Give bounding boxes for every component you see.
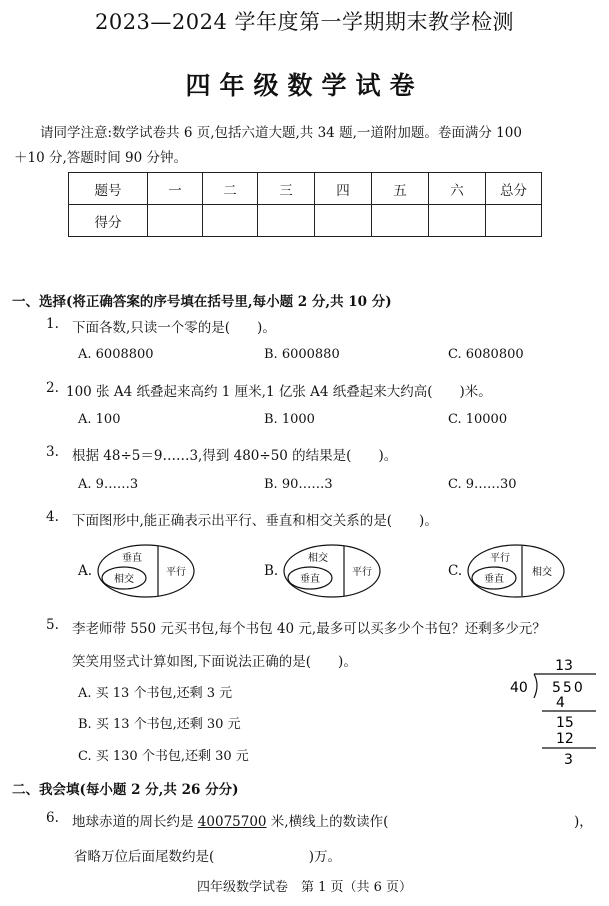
q1-option-b: B. 6000880 — [264, 347, 340, 362]
score-cell: 得分 — [69, 205, 148, 237]
q6-text-pre: 地球赤道的周长约是 — [72, 814, 198, 830]
q3-option-a: A. 9……3 — [78, 477, 139, 492]
score-cell — [148, 205, 203, 237]
q2-number: 2. — [46, 380, 59, 396]
division-remainder: 3 — [564, 752, 573, 768]
q1-text: 下面各数,只读一个零的是( )。 — [72, 320, 276, 336]
q2-text: 100 张 A4 纸叠起来高约 1 厘米,1 亿张 A4 纸叠起来大约高( )米。 — [66, 384, 492, 400]
score-table — [68, 172, 542, 237]
division-divisor: 40 — [510, 680, 528, 696]
score-cell — [315, 205, 372, 237]
q4-option-a-letter: A. — [78, 563, 93, 579]
q4-option-c-diagram — [466, 542, 566, 600]
q4a-label-inner: 相交 — [114, 574, 134, 585]
score-cell: 一 — [148, 173, 203, 205]
page-title: 四年级数学试卷 — [185, 71, 424, 100]
q2-option-a: A. 100 — [78, 412, 121, 427]
score-cell — [203, 205, 258, 237]
q5-number: 5. — [46, 617, 59, 633]
score-cell — [258, 205, 315, 237]
notice-line-2: ＋10 分,答题时间 90 分钟。 — [14, 150, 188, 166]
score-cell: 六 — [429, 173, 486, 205]
q4-option-a-diagram — [96, 542, 196, 600]
score-cell — [372, 205, 429, 237]
q4-option-b-diagram — [282, 542, 382, 600]
division-step-2: 15 — [556, 715, 574, 731]
q3-number: 3. — [46, 444, 59, 460]
q4-text: 下面图形中,能正确表示出平行、垂直和相交关系的是( )。 — [72, 513, 438, 529]
score-cell — [429, 205, 486, 237]
division-step-3: 12 — [556, 731, 574, 747]
q4c-label-right: 相交 — [532, 567, 552, 578]
q4c-label-top: 平行 — [490, 553, 510, 564]
long-division-diagram — [506, 652, 606, 770]
q3-option-c: C. 9……30 — [448, 477, 517, 492]
notice-line-1: 请同学注意:数学试卷共 6 页,包括六道大题,共 34 题,一道附加题。卷面满分 100 — [40, 125, 522, 141]
q5-option-c: C. 买 130 个书包,还剩 30 元 — [78, 749, 249, 764]
q3-text: 根据 48÷5＝9……3,得到 480÷50 的结果是( )。 — [72, 448, 398, 464]
q5-text-line-2: 笑笑用竖式计算如图,下面说法正确的是( )。 — [72, 654, 357, 670]
score-cell: 四 — [315, 173, 372, 205]
page-footer: 四年级数学试卷 第 1 页（共 6 页） — [196, 880, 413, 895]
q1-number: 1. — [46, 316, 59, 332]
q4c-label-inner: 垂直 — [484, 574, 504, 585]
q2-option-c: C. 10000 — [448, 412, 508, 427]
q4b-label-top: 相交 — [308, 553, 328, 564]
q5-text-line-1: 李老师带 550 元买书包,每个书包 40 元,最多可以买多少个书包？还剩多少元？ — [72, 621, 546, 637]
q6-text-post: 米,横线上的数读作( — [266, 814, 389, 830]
q1-option-c: C. 6080800 — [448, 347, 524, 362]
section-1-heading: 一、选择(将正确答案的序号填在括号里,每小题 2 分,共 10 分) — [12, 294, 392, 310]
division-step-1: 4 — [556, 695, 565, 711]
q4-number: 4. — [46, 509, 59, 525]
division-quotient: 13 — [555, 658, 573, 674]
q1-option-a: A. 6008800 — [78, 347, 154, 362]
q4a-label-top: 垂直 — [122, 553, 142, 564]
score-cell: 三 — [258, 173, 315, 205]
q6-close-paren: )， — [574, 814, 593, 830]
division-bracket — [534, 674, 537, 698]
score-cell: 总分 — [486, 173, 542, 205]
q6-number: 6. — [46, 810, 59, 826]
exam-header: 2023—2024 学年度第一学期期末教学检测 — [94, 10, 515, 34]
q4b-label-right: 平行 — [352, 567, 372, 578]
q3-option-b: B. 90……3 — [264, 477, 333, 492]
division-dividend: 550 — [552, 680, 585, 696]
section-2-heading: 二、我会填(每小题 2 分,共 26 分分) — [12, 782, 239, 798]
score-table-header-row — [69, 173, 542, 205]
q6-line-2: 省略万位后面尾数约是( )万。 — [74, 849, 342, 865]
score-cell: 五 — [372, 173, 429, 205]
q4b-label-inner: 垂直 — [300, 574, 320, 585]
q6-text — [72, 810, 388, 830]
q4-option-b-letter: B. — [264, 563, 279, 579]
q5-option-a: A. 买 13 个书包,还剩 3 元 — [78, 686, 233, 701]
q2-option-b: B. 1000 — [264, 412, 315, 427]
q4a-label-right: 平行 — [166, 567, 186, 578]
q5-option-b: B. 买 13 个书包,还剩 30 元 — [78, 717, 241, 732]
q4-option-c-letter: C. — [448, 563, 463, 579]
score-cell: 二 — [203, 173, 258, 205]
score-table-score-row — [69, 205, 542, 237]
score-cell — [486, 205, 542, 237]
score-cell: 题号 — [69, 173, 148, 205]
q6-underlined-number: 40075700 — [197, 814, 267, 830]
